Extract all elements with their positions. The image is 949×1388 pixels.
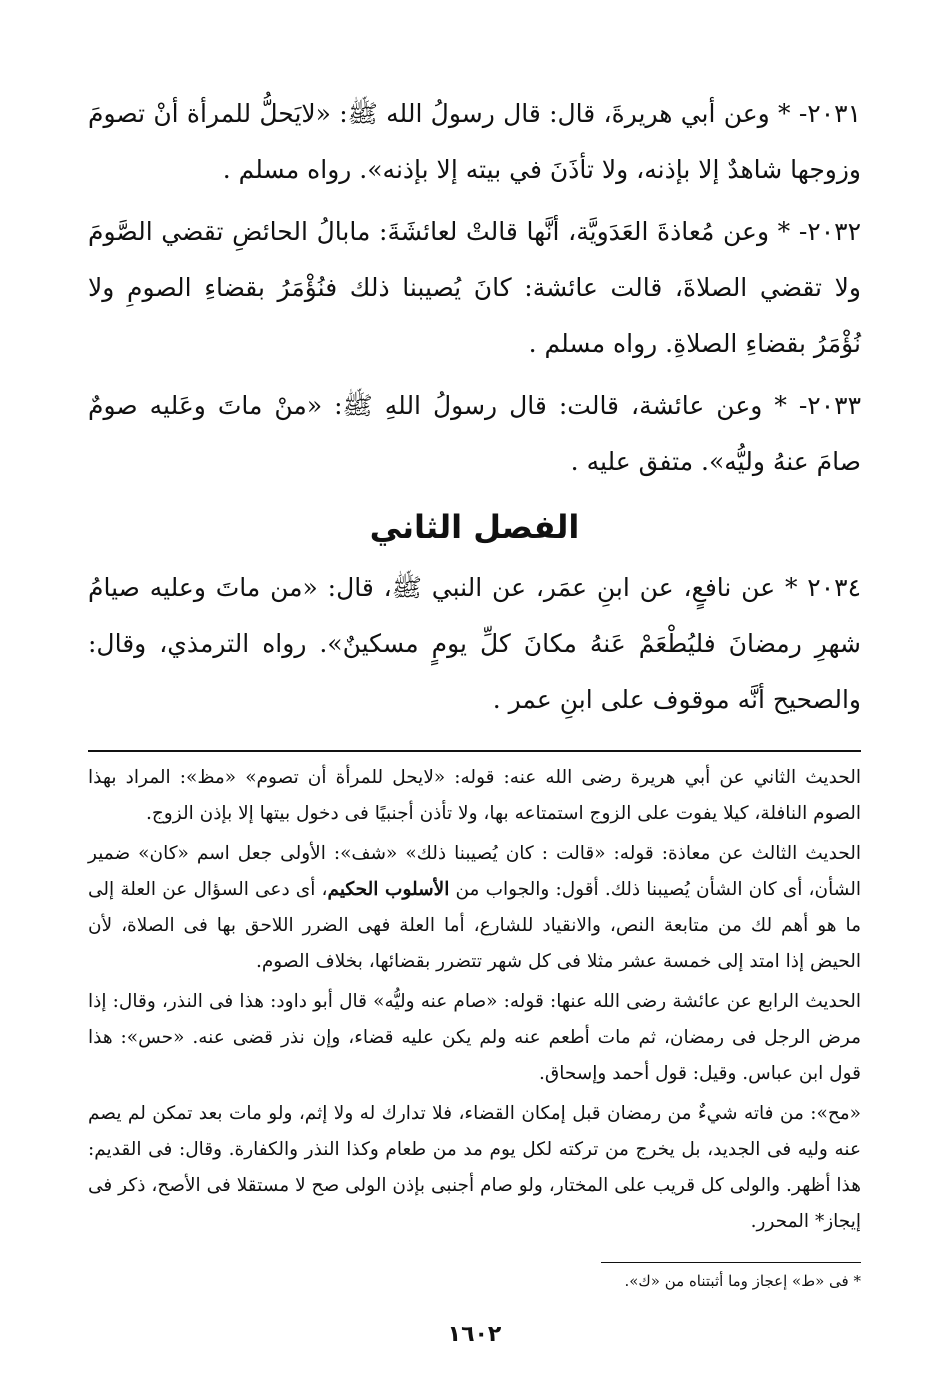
- hadith-2032: ٢٠٣٢- * وعن مُعاذةَ العَدَويَّة، أنَّها قالتْ لعائشَةَ: مابالُ الحائضِ تقضي الصَّومَ ولا تقضي الصلاةَ، قالت عائشة: كانَ يُصيبنا ذلك فنُؤْمَرُ بقضاءِ الصومِ ولا نُؤْمَرُ بقضاءِ الصلاةِ. رواه مسلم .: [88, 217, 861, 358]
- commentary-note-1: الحديث الثاني عن أبي هريرة رضى الله عنه: قوله: «لايحل للمرأة أن تصوم» «مظ»: المراد بهذا الصوم النافلة، كيلا يفوت على الزوج استمتاعه بها، ولا تأذن أجنبيًا فى دخول بيتها إلا بإذن الزوج.: [88, 767, 861, 824]
- commentary-note-2: [88, 836, 861, 980]
- page-content: [88, 86, 861, 1293]
- commentary-note-3: الحديث الرابع عن عائشة رضى الله عنها: قوله: «صام عنه وليُّه» قال أبو داود: هذا فى النذر، وقال: إذا مرض الرجل فى رمضان، ثم مات أطعم عنه ولم يكن عليه قضاء، وإن نذر قضى عنه. «حس»: هذا قول ابن عباس. وقيل: قول أحمد وإسحاق.: [88, 991, 861, 1084]
- page-number: ١٦٠٢: [447, 1322, 502, 1347]
- commentary-divider: [88, 750, 861, 752]
- commentary-note-2-after: ، أى دعى السؤال عن العلة إلى ما هو أهم لك من متابعة النص، والانقياد للشارع، أما العلة فهى الضرر اللاحق بها فى الصلاة، لأن الحيض إذا امتد إلى خمسة عشر مثلا فى كل شهر تتضرر بقضائها، بخلاف الصوم.: [88, 879, 861, 972]
- commentary-note-4: «مح»: من فاته شيءٌ من رمضان قبل إمكان القضاء، فلا تدارك له ولا إثم، ولو مات بعد تمكن لم يصم عنه وليه فى الجديد، بل يخرج من تركته لكل يوم مد من طعام وكذا النذر والكفارة. وقال: فى القديم: هذا أظهر. والولى كل قريب على المختار، ولو صام أجنبى بإذن الولى صح لا مستقلا فى الأصح، ذكر فى إيجاز* المحرر.: [88, 1103, 861, 1232]
- commentary-note-2-before: الحديث الثالث عن معاذة: قوله: «قالت : كان يُصيبنا ذلك» «شف»: الأولى جعل اسم «كان» ضمير الشأن، أى كان الشأن يُصيبنا ذلك. أقول: والجواب من: [88, 843, 861, 900]
- commentary-note-2-bold: الأسلوب الحكيم: [327, 879, 450, 900]
- footnote: * فى «ط» إعجاز وما أثبتناه من «ك».: [624, 1272, 861, 1290]
- section-title: الفصل الثاني: [369, 508, 580, 546]
- hadith-2034: ٢٠٣٤ * عن نافعٍ، عن ابنِ عمَر، عن النبي ﷺ، قال: «من ماتَ وعليه صيامُ شهرِ رمضانَ فليُطْعَمْ عَنهُ مكانَ كلِّ يومٍ مسكينٌ». رواه الترمذي، وقال: والصحيح أنَّه موقوف على ابنِ عمر .: [88, 573, 861, 714]
- footnote-divider: [601, 1262, 861, 1263]
- hadith-2031: ٢٠٣١- * وعن أبي هريرةَ، قال: قال رسولُ الله ﷺ: «لايَحلُّ للمرأة أنْ تصومَ وزوجها شاهدٌ إلا بإذنه، ولا تأذَنَ في بيته إلا بإذنه». رواه مسلم .: [88, 99, 861, 184]
- hadith-2033: ٢٠٣٣- * وعن عائشة، قالت: قال رسولُ اللهِ ﷺ: «منْ ماتَ وعَليه صومٌ صامَ عنهُ وليُّه». متفق عليه .: [88, 391, 861, 476]
